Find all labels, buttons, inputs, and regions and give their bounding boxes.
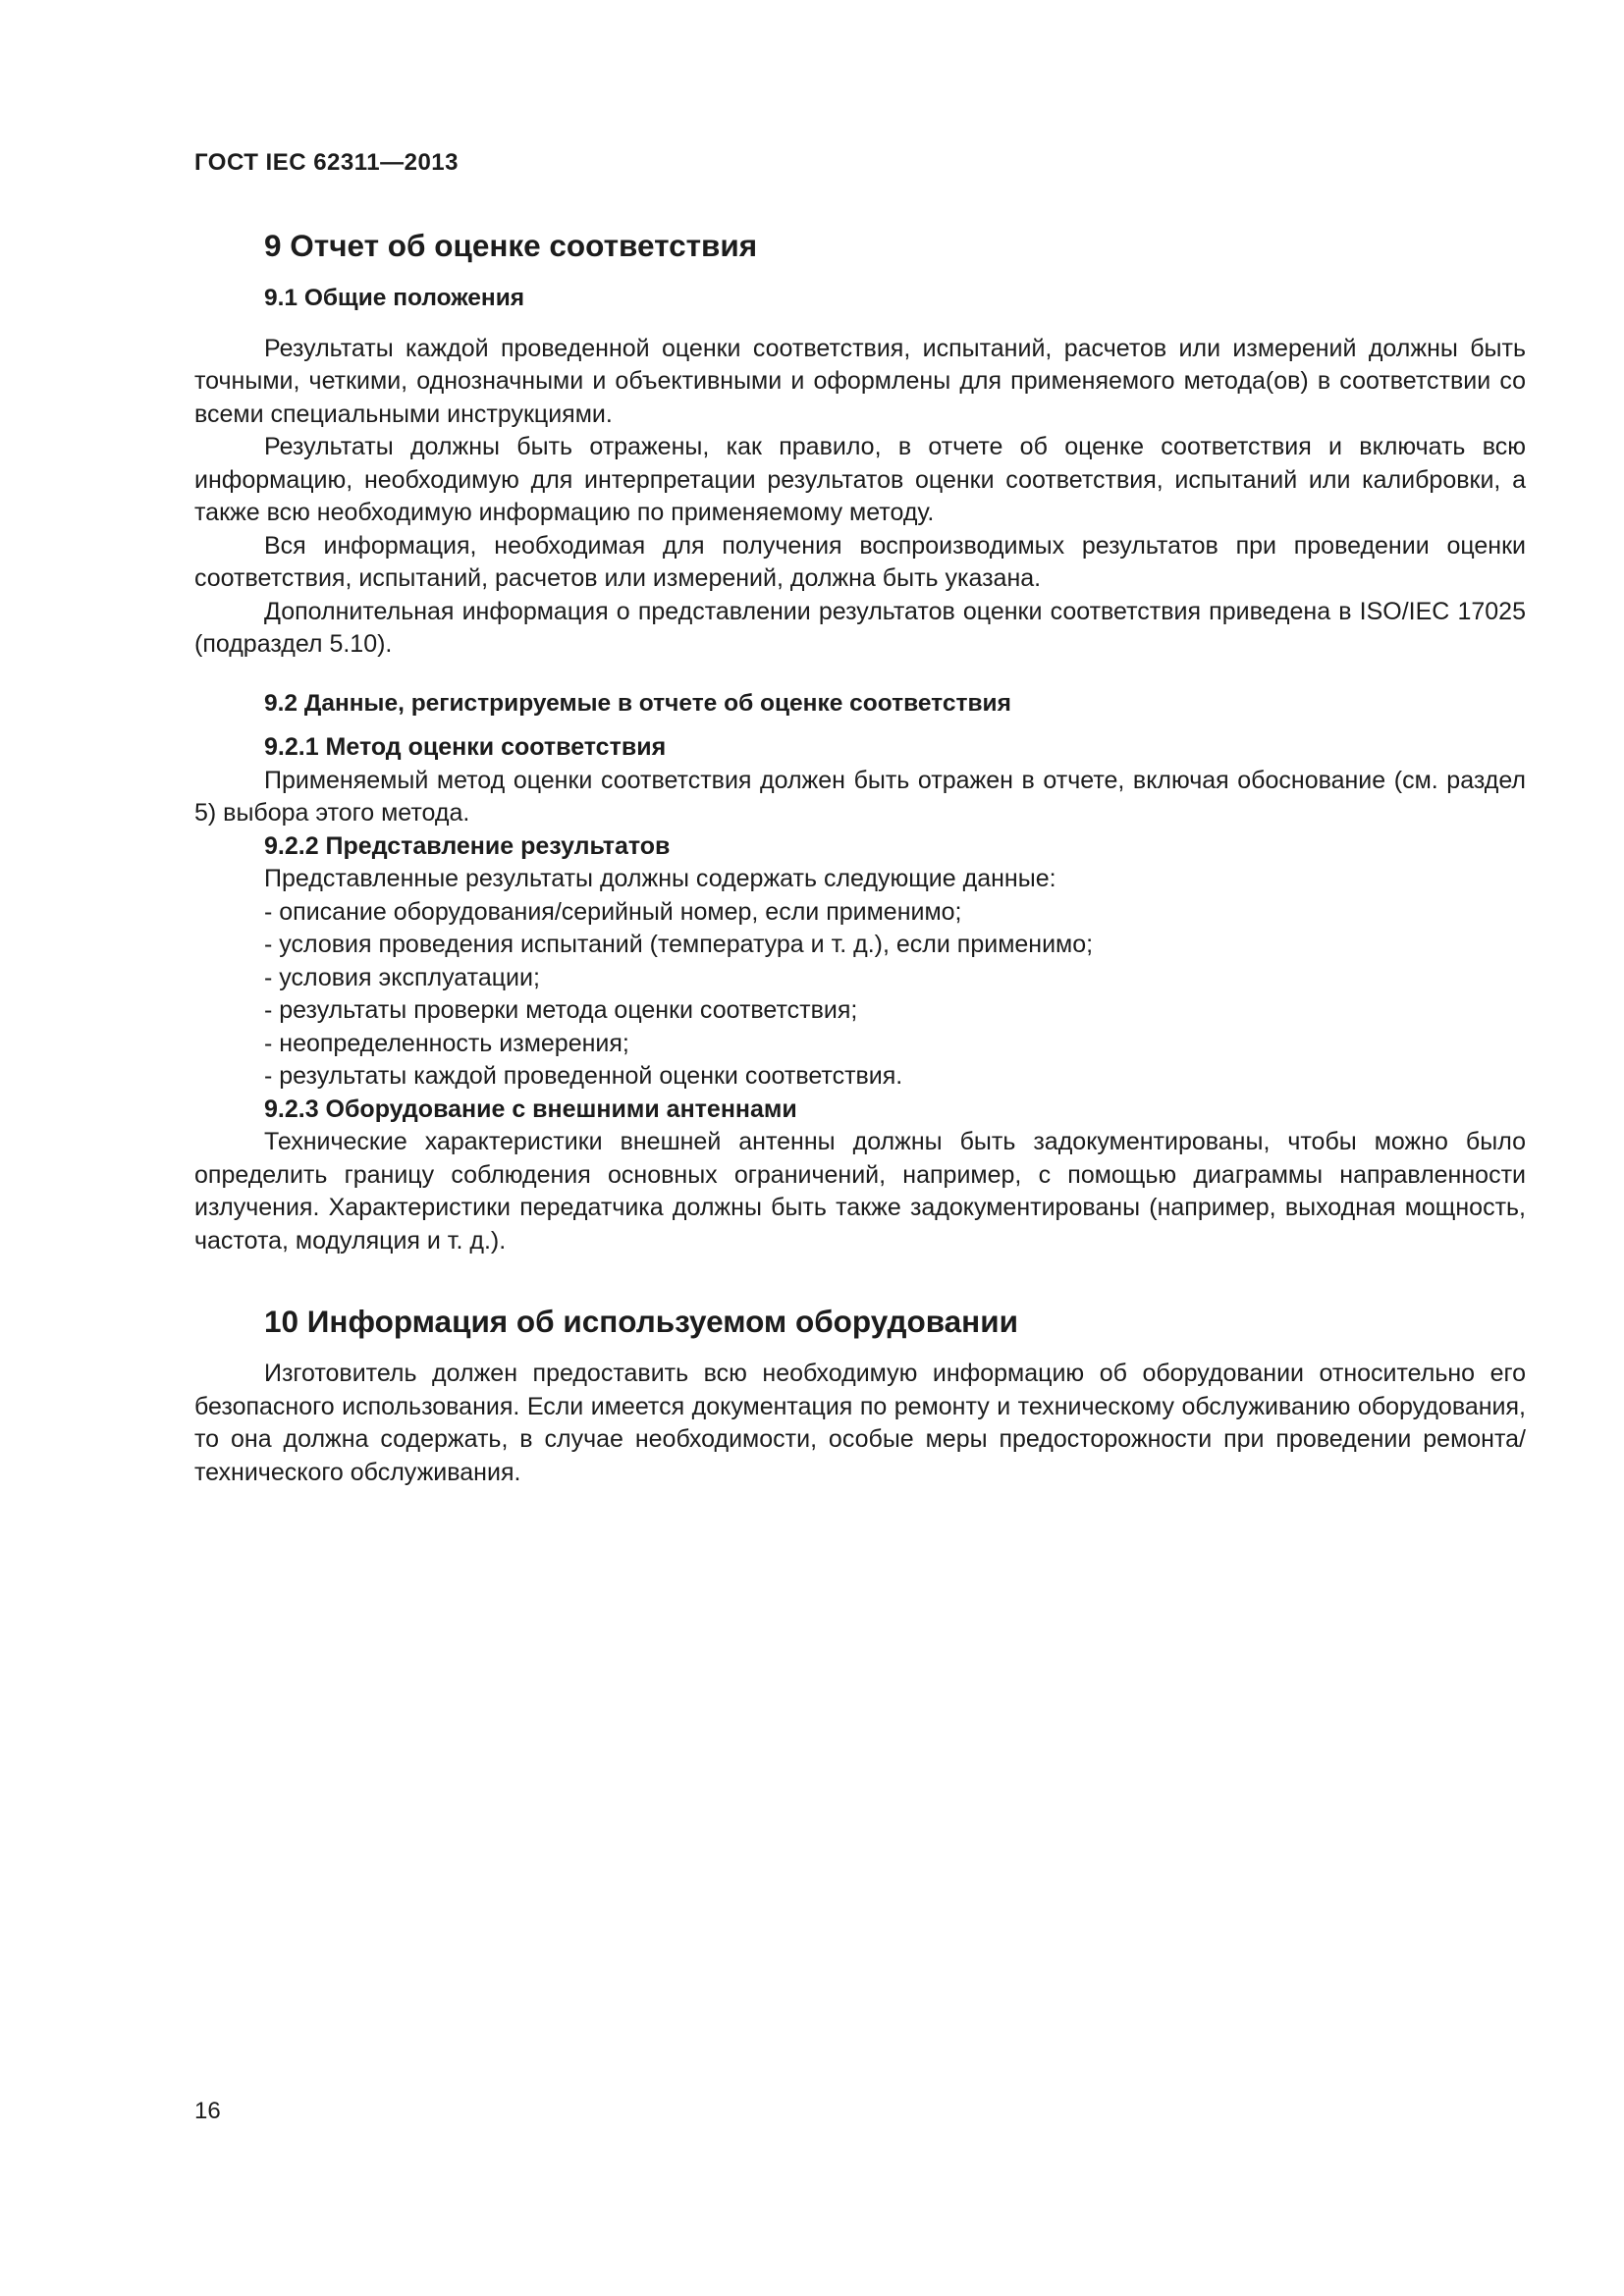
section-9-2-2-intro: Представленные результаты должны содержать следующие данные:: [264, 865, 1056, 892]
section-10-text: Изготовитель должен предоставить всю необходимую информацию об оборудовании относительно его безопасного использования. Если имеется документация по ремонту и техническому обслуживанию оборудования, то она должна содержать, в случае необходимости, особые меры предосторожности при проведении ремонта/технического обслуживания.: [194, 1360, 1526, 1486]
page-number: 16: [194, 2098, 221, 2124]
document-standard-header: ГОСТ IEC 62311—2013: [194, 149, 459, 176]
document-body: [194, 221, 1526, 1489]
section-9-2-2-title: 9.2.2 Представление результатов: [264, 831, 671, 860]
section-9-title: 9 Отчет об оценке соответствия: [264, 228, 758, 263]
list-item: - описание оборудования/серийный номер, если применимо;: [264, 897, 962, 926]
section-9-2-title: 9.2 Данные, регистрируемые в отчете об оценке соответствия: [264, 689, 1011, 717]
list-item: - неопределенность измерения;: [264, 1029, 629, 1057]
section-9-1-paragraph-2: Результаты должны быть отражены, как правило, в отчете об оценке соответствия и включать всю информацию, необходимую для интерпретации результатов оценки соответствия, испытаний или калибровки, а также всю необходимую информацию по применяемому методу.: [194, 433, 1526, 526]
section-9-2-1-text: Применяемый метод оценки соответствия должен быть отражен в отчете, включая обоснование (см. раздел 5) выбора этого метода.: [194, 766, 1526, 827]
section-9-1-paragraph-3: Вся информация, необходимая для получения воспроизводимых результатов при проведении оценки соответствия, испытаний, расчетов или измерений, должна быть указана.: [194, 531, 1526, 592]
section-9-1-title: 9.1 Общие положения: [264, 285, 525, 311]
section-9-2-3-text: Технические характеристики внешней антенны должны быть задокументированы, чтобы можно было определить границу соблюдения основных ограничений, например, с помощью диаграммы направленности излучения. Характеристики передатчика должны быть также задокументированы (например, выходная мощность, частота, модуляция и т. д.).: [194, 1128, 1526, 1255]
section-9-2-3-title: 9.2.3 Оборудование с внешними антеннами: [264, 1095, 797, 1123]
results-data-list: [194, 896, 1526, 1094]
list-item: - результаты проверки метода оценки соответствия;: [264, 996, 858, 1024]
section-9-2-1-title: 9.2.1 Метод оценки соответствия: [264, 733, 667, 761]
list-item: - результаты каждой проведенной оценки соответствия.: [264, 1062, 903, 1090]
list-item: - условия эксплуатации;: [264, 963, 540, 991]
section-9-1-paragraph-1: Результаты каждой проведенной оценки соответствия, испытаний, расчетов или измерений должны быть точными, четкими, однозначными и объективными и оформлены для применяемого метода(ов) в соответствии со всеми специальными инструкциями.: [194, 334, 1526, 428]
section-10-title: 10 Информация об используемом оборудовании: [264, 1304, 1018, 1339]
list-item: - условия проведения испытаний (температура и т. д.), если применимо;: [264, 931, 1094, 958]
section-9-1-paragraph-4: Дополнительная информация о представлении результатов оценки соответствия приведена в ISO/IEC 17025 (подраздел 5.10).: [194, 597, 1526, 658]
